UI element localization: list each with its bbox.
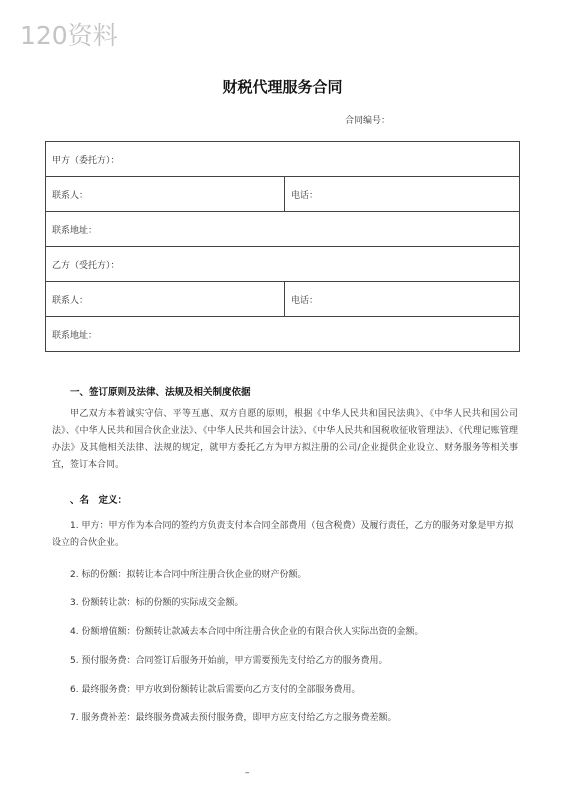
definition-item: 6. 最终服务费：甲方收到份额转让款后需要向乙方支付的全部服务费用。 <box>70 685 361 695</box>
address-b-cell: 联系地址： <box>46 317 520 352</box>
page-number-mark: – <box>245 768 250 778</box>
section-1-heading: 一、签订原则及法律、法规及相关制度依据 <box>70 387 251 398</box>
table-row <box>46 317 520 352</box>
address-a-cell: 联系地址： <box>46 212 520 247</box>
definition-item: 1. 甲方：甲方作为本合同的签约方负责支付本合同全部费用（包含税费）及履行责任，乙方的服务对象是甲方拟设立的合伙企业。 <box>52 521 514 548</box>
definition-item: 2. 标的份额：拟转让本合同中所注册合伙企业的财产份额。 <box>70 570 307 580</box>
contract-number-label: 合同编号： <box>345 116 391 126</box>
definition-item: 3. 份额转让款：标的份额的实际成交金额。 <box>70 598 244 608</box>
section-1-body: 甲乙双方本着诚实守信、平等互惠、双方自愿的原则，根据《中华人民共和国民法典》、《中华人民共和国公司法》、《中华人民共和国合伙企业法》、《中华人民共和国会计法》、《中华人民共和国税收征收管理法》、《代理记账管理办法》及其他相关法律、法规的规定，就甲方委托乙方为甲方拟注册的公司/企业提供企业设立、财务服务等相关事宜，签订本合同。 <box>52 409 518 470</box>
party-info-table <box>45 141 520 352</box>
definition-item: 7. 服务费补差：最终服务费减去预付服务费，即甲方应支付给乙方之服务费差额。 <box>70 713 397 723</box>
table-row <box>46 247 520 282</box>
document-title: 财税代理服务合同 <box>222 78 343 96</box>
table-row <box>46 177 520 212</box>
table-row <box>46 212 520 247</box>
definition-item: 4. 份额增值额：份额转让款减去本合同中所注册合伙企业的有限合伙人实际出资的金额。 <box>70 627 424 637</box>
section-2-heading: 、名 定义： <box>70 495 128 506</box>
definition-item: 5. 预付服务费：合同签订后服务开始前，甲方需要预先支付给乙方的服务费用。 <box>70 656 388 666</box>
phone-a-cell: 电话： <box>285 177 520 212</box>
table-row <box>46 282 520 317</box>
party-b-cell: 乙方（受托方）： <box>46 247 520 282</box>
watermark-logo: 120资料 <box>20 21 118 50</box>
phone-b-cell: 电话： <box>285 282 520 317</box>
table-row <box>46 142 520 177</box>
contact-b-cell: 联系人： <box>46 282 285 317</box>
party-a-cell: 甲方（委托方）： <box>46 142 520 177</box>
contact-a-cell: 联系人： <box>46 177 285 212</box>
